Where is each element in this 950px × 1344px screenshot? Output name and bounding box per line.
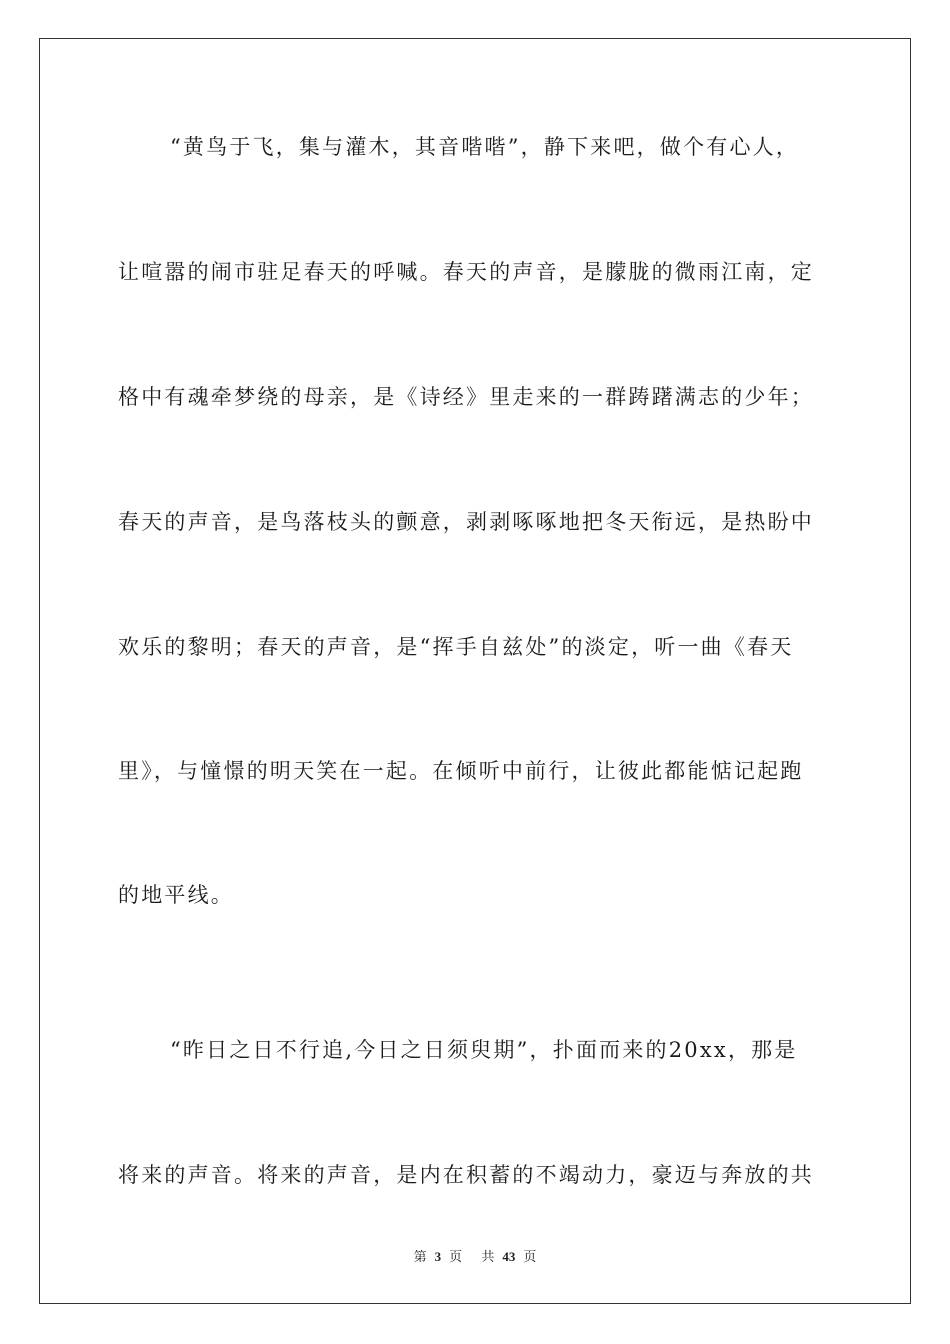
- page-footer: [0, 1249, 950, 1265]
- paragraph-1-line-7: 的地平线。: [118, 883, 234, 907]
- total-pages: 43: [502, 1249, 516, 1264]
- paragraph-1-line-1: “黄鸟于飞，集与灌木，其音喈喈”，静下来吧，做个有心人，: [170, 135, 800, 159]
- paragraph-1-line-2: 让喧嚣的闹市驻足春天的呼喊。春天的声音，是朦胧的微雨江南，定: [118, 260, 814, 284]
- total-suffix: 页: [523, 1249, 537, 1264]
- paragraph-1-line-4: 春天的声音，是鸟落枝头的颤意，剥剥啄啄地把冬天衔远，是热盼中: [118, 510, 814, 534]
- paragraph-1-line-6: 里》，与憧憬的明天笑在一起。在倾听中前行，让彼此都能惦记起跑: [118, 759, 804, 783]
- total-indicator: [477, 1249, 540, 1264]
- paragraph-2-line-2: 将来的声音。将来的声音，是内在积蓄的不竭动力，豪迈与奔放的共: [118, 1163, 814, 1187]
- paragraph-1-line-5: 欢乐的黎明；春天的声音，是“挥手自兹处”的淡定，听一曲《春天: [118, 635, 794, 659]
- page-border: [39, 38, 911, 1304]
- total-prefix: 共: [481, 1249, 495, 1264]
- page-suffix: 页: [449, 1249, 463, 1264]
- page-indicator: [410, 1249, 467, 1264]
- paragraph-2-line-1: “昨日之日不行追,今日之日须臾期”，扑面而来的20xx，那是: [170, 1038, 798, 1062]
- page-number: 3: [434, 1249, 442, 1264]
- paragraph-1-line-3: 格中有魂牵梦绕的母亲，是《诗经》里走来的一群踌躇满志的少年；: [118, 385, 814, 409]
- page-prefix: 第: [413, 1249, 427, 1264]
